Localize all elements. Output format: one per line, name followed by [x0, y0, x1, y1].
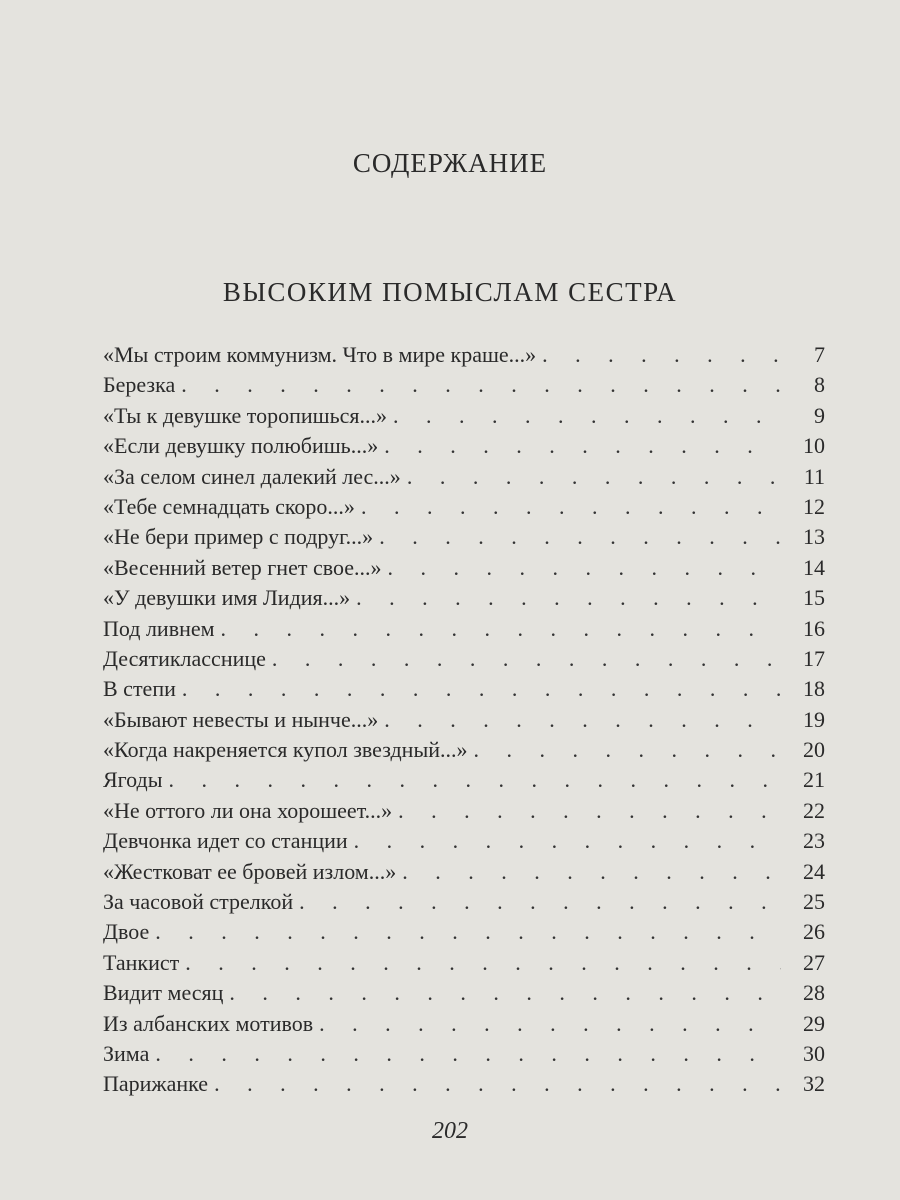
toc-entry: [103, 735, 825, 765]
dot-leader: [384, 705, 781, 735]
toc-entry-title: «Если девушку полюбишь...»: [103, 433, 379, 459]
toc-entry-title: Под ливнем: [103, 615, 215, 641]
toc-entry-title: Из албанских мотивов: [103, 1010, 314, 1036]
toc-entry-title: «Мы строим коммунизм. Что в мире краше...»: [103, 342, 537, 367]
toc-entry-page: 19: [803, 706, 825, 732]
toc-entry: [103, 1039, 825, 1069]
dot-leader: [319, 1009, 781, 1039]
dot-leader: [155, 917, 781, 947]
dot-leader: [221, 614, 781, 644]
toc-entry-page: 30: [803, 1040, 825, 1066]
toc-entry: [103, 887, 825, 917]
dot-leader: [299, 887, 781, 917]
toc-entry-page: 28: [803, 980, 825, 1006]
toc-entry-page: 29: [803, 1010, 825, 1036]
toc-entry: [103, 553, 825, 583]
toc-entry-title: Десятикласснице: [103, 645, 266, 671]
toc-entry: [103, 522, 825, 552]
dot-leader: [398, 796, 781, 826]
toc-entry-page: 23: [803, 828, 825, 854]
dot-leader: [542, 340, 781, 370]
toc-entry-title: «У девушки имя Лидия...»: [103, 585, 351, 611]
toc-entry: [103, 917, 825, 947]
toc-entry-title: «Тебе семнадцать скоро...»: [103, 493, 355, 519]
toc-entry-title: За часовой стрелкой: [103, 889, 294, 915]
toc-entry-page: 15: [803, 585, 825, 611]
toc-entry-title: «Жестковат ее бровей излом...»: [103, 858, 397, 884]
dot-leader: [402, 857, 781, 887]
toc-entry-title: В степи: [103, 676, 176, 702]
toc-entry-page: 14: [803, 554, 825, 580]
toc-entry: [103, 1069, 825, 1099]
dot-leader: [272, 644, 781, 674]
toc-entry-page: 24: [803, 858, 825, 884]
dot-leader: [354, 826, 781, 856]
toc-entry: [103, 705, 825, 735]
toc-entry-page: 8: [814, 372, 825, 398]
toc-entry-page: 9: [814, 402, 825, 428]
toc-entry-page: 22: [803, 797, 825, 823]
dot-leader: [379, 522, 781, 552]
toc-entry-page: 7: [814, 342, 825, 367]
toc-entry-title: Парижанке: [103, 1071, 209, 1097]
toc-entry-page: 27: [803, 949, 825, 975]
page-number: 202: [432, 1118, 468, 1144]
toc-entry-page: 25: [803, 889, 825, 915]
toc-entry-title: «Не оттого ли она хорошеет...»: [103, 797, 393, 823]
toc-entry-title: «Ты к девушке торопишься...»: [103, 402, 387, 428]
dot-leader: [182, 674, 781, 704]
dot-leader: [474, 735, 781, 765]
toc-entry: [103, 948, 825, 978]
toc-entry-title: «За селом синел далекий лес...»: [103, 463, 401, 489]
toc-entry-page: 21: [803, 767, 825, 793]
toc-entry-title: Девчонка идет со станции: [103, 828, 348, 854]
toc-entry: [103, 431, 825, 461]
toc-entry: [103, 614, 825, 644]
page-title: СОДЕРЖАНИЕ: [352, 148, 548, 178]
dot-leader: [214, 1069, 781, 1099]
toc-entry-page: 26: [803, 919, 825, 945]
toc-entry-title: «Не бери пример с подруг...»: [103, 524, 374, 550]
toc-entry: [103, 401, 825, 431]
toc-entry: [103, 765, 825, 795]
dot-leader: [169, 765, 782, 795]
dot-leader: [185, 948, 781, 978]
toc-entry-title: Березка: [103, 372, 176, 398]
dot-leader: [393, 401, 781, 431]
toc-entry: [103, 340, 825, 370]
dot-leader: [155, 1039, 781, 1069]
dot-leader: [388, 553, 782, 583]
dot-leader: [229, 978, 781, 1008]
toc-entry: [103, 1009, 825, 1039]
toc-entry-page: 32: [803, 1071, 825, 1097]
toc-entry: [103, 462, 825, 492]
toc-entry: [103, 857, 825, 887]
toc-entry-title: Зима: [103, 1040, 150, 1066]
toc-entry: [103, 978, 825, 1008]
toc-entry: [103, 583, 825, 613]
toc-entry-title: Двое: [103, 919, 150, 945]
dot-leader: [356, 583, 781, 613]
dot-leader: [384, 431, 781, 461]
dot-leader: [181, 370, 781, 400]
toc-entry: [103, 492, 825, 522]
toc-entry: [103, 370, 825, 400]
toc-entry-title: «Когда накреняется купол звездный...»: [103, 737, 468, 763]
toc-entry-page: 17: [803, 645, 825, 671]
toc-entry-page: 11: [803, 463, 825, 489]
table-of-contents: [103, 340, 825, 1100]
toc-entry: [103, 796, 825, 826]
toc-entry: [103, 826, 825, 856]
toc-entry-title: «Бывают невесты и нынче...»: [103, 706, 379, 732]
toc-entry-page: 20: [803, 737, 825, 763]
toc-entry-title: Ягоды: [103, 767, 163, 793]
toc-entry-page: 13: [803, 524, 825, 550]
toc-entry: [103, 674, 825, 704]
toc-entry: [103, 644, 825, 674]
toc-entry-page: 18: [803, 676, 825, 702]
toc-entry-title: Танкист: [103, 949, 180, 975]
dot-leader: [407, 462, 781, 492]
section-title: ВЫСОКИМ ПОМЫСЛАМ СЕСТРА: [222, 277, 678, 307]
toc-entry-page: 10: [803, 433, 825, 459]
toc-entry-title: «Весенний ветер гнет свое...»: [103, 554, 382, 580]
dot-leader: [361, 492, 781, 522]
toc-entry-title: Видит месяц: [103, 980, 224, 1006]
toc-entry-page: 16: [803, 615, 825, 641]
toc-entry-page: 12: [803, 493, 825, 519]
